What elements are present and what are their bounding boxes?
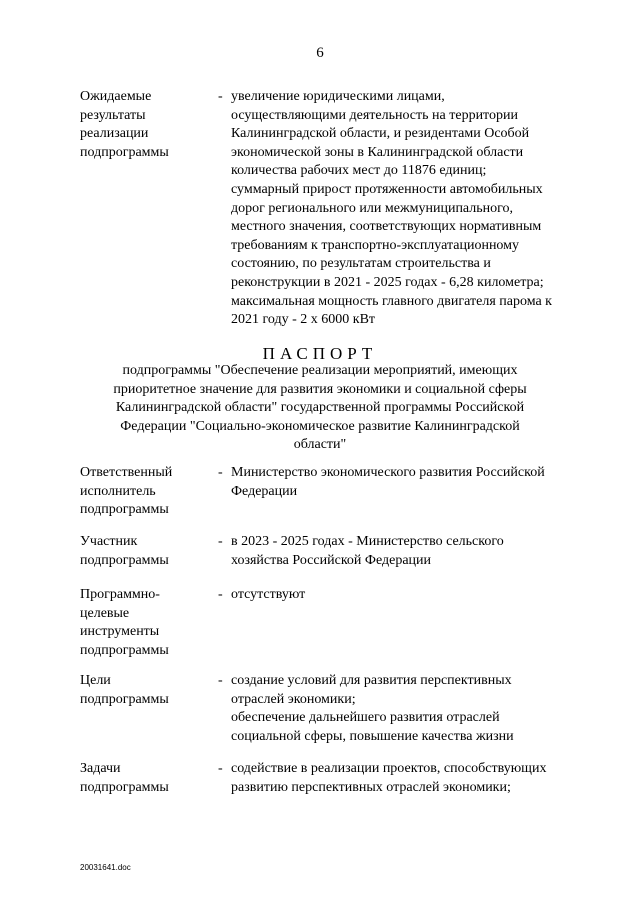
value-line: увеличение юридическими лицами, осуществляющими деятельность на территории Калининградской области, и резидентами Особой экономической зоны в Калининградской области количества рабочих мест до 11876 единиц; <box>231 89 530 179</box>
tasks-label: Задачи подпрограммы <box>80 761 169 795</box>
page-number: 6 <box>316 45 324 61</box>
expected-results-value <box>231 88 556 330</box>
participant-label: Участник подпрограммы <box>80 534 169 568</box>
row-dash: - <box>218 587 223 602</box>
expected-results-label: Ожидаемые результаты реализации подпрограммы <box>80 89 169 160</box>
value-line: в 2023 - 2025 годах - Министерство сельского хозяйства Российской Федерации <box>231 534 504 568</box>
value-line: обеспечение дальнейшего развития отраслей социальной сферы, повышение качества жизни <box>231 710 514 744</box>
row-dash: - <box>218 761 223 776</box>
goals-label: Цели подпрограммы <box>80 673 169 707</box>
program-instruments-label: Программно- целевые инструменты подпрограммы <box>80 587 169 658</box>
responsible-executor-label: Ответственный исполнитель подпрограммы <box>80 465 173 518</box>
row-dash: - <box>218 534 223 549</box>
value-line: максимальная мощность главного двигателя парома к 2021 году - 2 х 6000 кВт <box>231 293 552 328</box>
value-line: отсутствуют <box>231 587 306 602</box>
value-line: создание условий для развития перспективных отраслей экономики; <box>231 673 512 707</box>
value-line: содействие в реализации проектов, способствующих развитию перспективных отраслей экономики; <box>231 761 547 795</box>
program-instruments-value <box>231 586 556 605</box>
footer-filename: 20031641.doc <box>80 863 131 872</box>
participant-value <box>231 533 556 570</box>
value-line: Министерство экономического развития Российской Федерации <box>231 465 545 499</box>
passport-title: ПАСПОРТ <box>262 344 378 363</box>
value-line: суммарный прирост протяженности автомобильных дорог регионального или межмуниципального, местного значения, соответствующих нормативным требованиям к транспортно-эксплуатационному состоянию, по результатам строительства и реконструкции в 2021 - 2025 годах - 6,28 километра; <box>231 181 544 290</box>
responsible-executor-value <box>231 464 556 501</box>
row-dash: - <box>218 673 223 688</box>
row-dash: - <box>218 89 223 104</box>
tasks-value <box>231 760 556 797</box>
passport-subtitle: подпрограммы "Обеспечение реализации мероприятий, имеющих приоритетное значение для развития экономики и социальной сферы Калининградской области" государственной программы Российской Федерации "Социально-экономическое развитие Калининградской области" <box>113 363 527 453</box>
row-dash: - <box>218 465 223 480</box>
goals-value <box>231 672 556 746</box>
